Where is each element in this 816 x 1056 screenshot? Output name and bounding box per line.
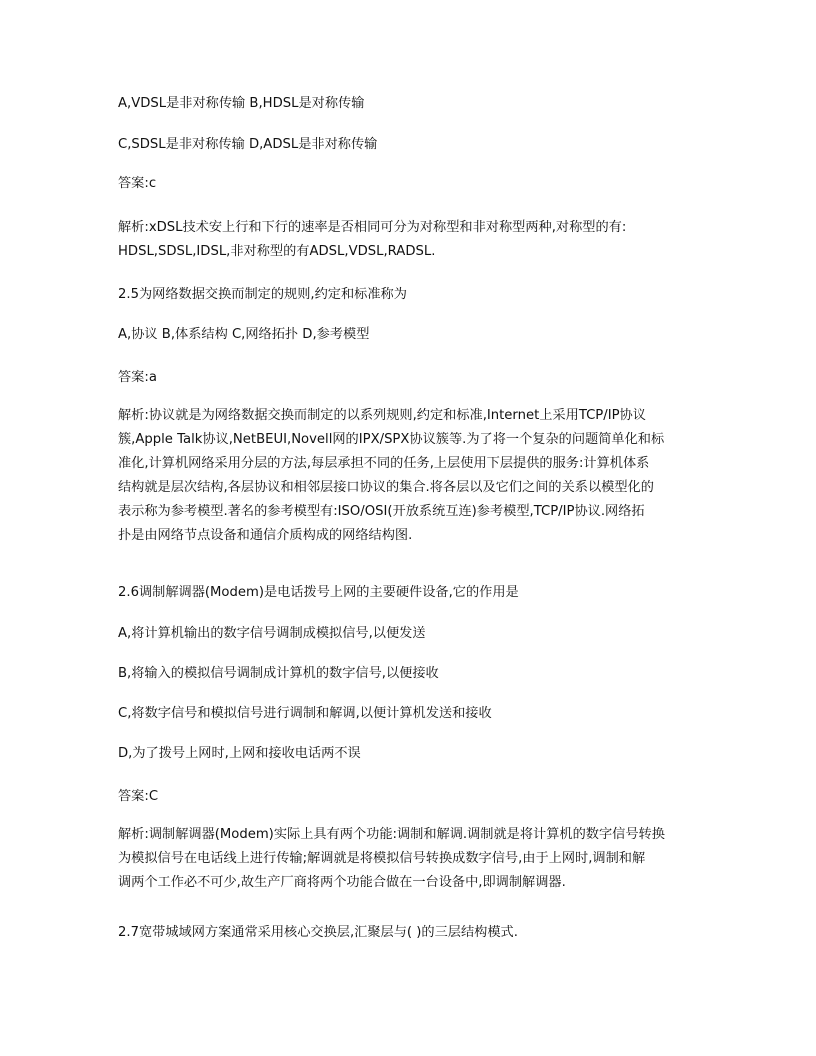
- q6-analysis-line: 调两个工作必不可少,故生产厂商将两个功能合做在一台设备中,即调制解调器.: [118, 875, 566, 890]
- q5-analysis-line: 扑是由网络节点设备和通信介质构成的网络结构图.: [118, 528, 413, 543]
- q4-options-line2: C,SDSL是非对称传输 D,ADSL是非对称传输: [118, 137, 378, 152]
- q5-analysis-line: 准化,计算机网络采用分层的方法,每层承担不同的任务,上层使用下层提供的服务:计算机体系: [118, 456, 650, 471]
- q5-options: A,协议 B,体系结构 C,网络拓扑 D,参考模型: [118, 327, 370, 342]
- q5-answer: 答案:a: [118, 370, 157, 385]
- q6-analysis-line: 解析:调制解调器(Modem)实际上具有两个功能:调制和解调.调制就是将计算机的数字信号转换: [118, 827, 665, 842]
- q6-analysis-line: 为模拟信号在电话线上进行传输;解调就是将模拟信号转换成数字信号,由于上网时,调制和解: [118, 851, 646, 866]
- q6-option-b: B,将输入的模拟信号调制成计算机的数字信号,以便接收: [118, 666, 439, 681]
- q7-question: 2.7宽带城域网方案通常采用核心交换层,汇聚层与( )的三层结构模式.: [118, 925, 518, 940]
- q5-analysis-line: 簇,Apple Talk协议,NetBEUI,Novell网的IPX/SPX协议簇等.为了将一个复杂的问题简单化和标: [118, 432, 665, 447]
- q5-question: 2.5为网络数据交换而制定的规则,约定和标准称为: [118, 287, 407, 302]
- q4-analysis-line: 解析:xDSL技术安上行和下行的速率是否相同可分为对称型和非对称型两种,对称型的有:: [118, 220, 627, 235]
- q5-analysis: [118, 404, 703, 548]
- q6-option-a: A,将计算机输出的数字信号调制成模拟信号,以便发送: [118, 626, 426, 641]
- q5-analysis-line: 表示称为参考模型.著名的参考模型有:ISO/OSI(开放系统互连)参考模型,TCP/IP协议.网络拓: [118, 504, 645, 519]
- q6-analysis: [118, 823, 703, 895]
- q5-analysis-line: 结构就是层次结构,各层协议和相邻层接口协议的集合.将各层以及它们之间的关系以模型化的: [118, 480, 654, 495]
- q6-option-d: D,为了拨号上网时,上网和接收电话两不误: [118, 746, 361, 761]
- q5-analysis-line: 解析:协议就是为网络数据交换而制定的以系列规则,约定和标准,Internet上采用TCP/IP协议: [118, 408, 646, 423]
- q6-option-c: C,将数字信号和模拟信号进行调制和解调,以便计算机发送和接收: [118, 706, 492, 721]
- q4-analysis-line: HDSL,SDSL,IDSL,非对称型的有ADSL,VDSL,RADSL.: [118, 244, 436, 259]
- q4-answer: 答案:c: [118, 176, 157, 191]
- q6-answer: 答案:C: [118, 789, 159, 804]
- q4-analysis: [118, 216, 703, 264]
- q4-options-line1: A,VDSL是非对称传输 B,HDSL是对称传输: [118, 96, 365, 111]
- q6-question: 2.6调制解调器(Modem)是电话拨号上网的主要硬件设备,它的作用是: [118, 585, 519, 600]
